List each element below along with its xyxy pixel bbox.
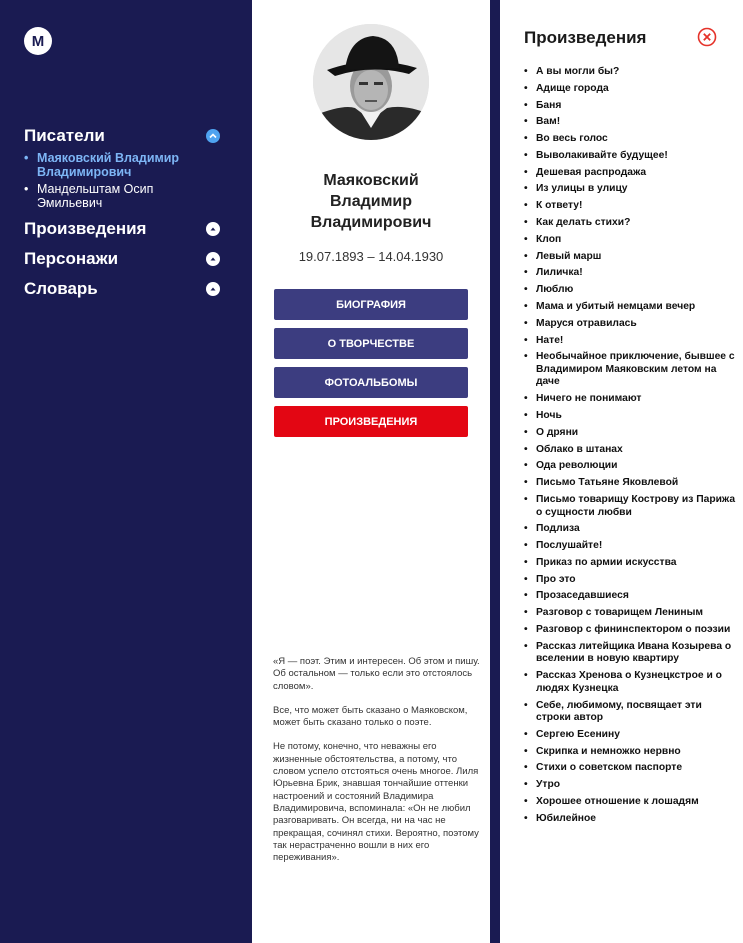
photo-albums-button[interactable]: ФОТОАЛЬБОМЫ [274,367,468,398]
work-item[interactable]: • О дряни [524,427,738,440]
chevron-up-icon[interactable] [206,222,220,236]
work-item[interactable]: • Хорошее отношение к лошадям [524,796,738,809]
work-item[interactable]: • Люблю [524,284,738,297]
work-item[interactable]: • Нате! [524,335,738,348]
works-button[interactable]: ПРОИЗВЕДЕНИЯ [274,406,468,437]
work-item[interactable]: • Левый марш [524,251,738,264]
work-item[interactable]: • Себе, любимому, посвящает эти строки автор [524,700,738,725]
work-item[interactable]: • Ничего не понимают [524,393,738,406]
chevron-up-icon[interactable] [206,252,220,266]
work-item[interactable]: • Разговор с товарищем Лениным [524,607,738,620]
works-list [524,66,738,830]
work-item[interactable]: • Письмо Татьяне Яковлевой [524,477,738,490]
work-item[interactable]: • К ответу! [524,200,738,213]
work-item[interactable]: • Облако в штанах [524,444,738,457]
chevron-up-icon[interactable] [206,282,220,296]
nav-characters-label: Персонажи [24,249,119,268]
work-item[interactable]: • Ночь [524,410,738,423]
sidebar-nav [24,121,220,304]
work-item[interactable]: • Необычайное приключение, бывшее с Владимиром Маяковским летом на даче [524,351,738,389]
nav-characters[interactable] [24,244,220,274]
logo[interactable]: М [24,27,52,55]
work-item[interactable]: • Рассказ литейщика Ивана Козырева о вселении в новую квартиру [524,641,738,666]
writer-mandelstam-link[interactable]: • Мандельштам Осип Эмильевич [24,182,220,210]
author-card [252,0,490,943]
work-item[interactable]: • Адище города [524,83,738,96]
writer-mayakovsky-link[interactable]: • Маяковский Владимир Владимирович [24,151,220,179]
work-item[interactable]: • Утро [524,779,738,792]
sidebar [0,0,252,943]
quote-paragraph: Все, что может быть сказано о Маяковском, может быть сказано только о поэте. [273,704,468,729]
work-item[interactable]: • Лиличка! [524,267,738,280]
nav-writers-label: Писатели [24,126,105,145]
works-panel-title: Произведения [524,28,647,47]
close-icon[interactable] [697,27,717,47]
chevron-up-icon[interactable] [206,129,220,143]
work-item[interactable]: • Стихи о советском паспорте [524,762,738,775]
nav-writers[interactable] [24,121,220,151]
nav-works[interactable] [24,214,220,244]
work-item[interactable]: • Скрипка и немножко нервно [524,746,738,759]
quote-paragraph: «Я — поэт. Этим и интересен. Об этом и пишу. Об остальном — только если это отстоялось словом». [273,656,480,692]
work-item[interactable]: • Из улицы в улицу [524,183,738,196]
work-item[interactable]: • Мама и убитый немцами вечер [524,301,738,314]
nav-dictionary-label: Словарь [24,279,98,298]
writers-list [24,151,220,210]
nav-works-label: Произведения [24,219,147,238]
work-item[interactable]: • Письмо товарищу Кострову из Парижа о сущности любви [524,494,738,519]
creativity-button[interactable]: О ТВОРЧЕСТВЕ [274,328,468,359]
biography-button[interactable]: БИОГРАФИЯ [274,289,468,320]
work-item[interactable]: • Подлиза [524,523,738,536]
author-name: Маяковский Владимир Владимирович [310,172,432,231]
work-item[interactable]: • Сергею Есенину [524,729,738,742]
work-item[interactable]: • Ода революции [524,460,738,473]
work-item[interactable]: • Клоп [524,234,738,247]
author-dates: 19.07.1893 – 14.04.1930 [298,249,444,264]
work-item[interactable]: • Послушайте! [524,540,738,553]
work-item[interactable]: • Баня [524,100,738,113]
quote-paragraph: Не потому, конечно, что неважны его жизненные обстоятельства, а потому, что словом успело отстояться очень многое. Лиля Юрьевна Брик, знавшая тончайшие оттенки настроений и состояний Владимира Владимировича, вспоминала: «Он не любил разговаривать. Он всегда, ни на час не прекращая, сочинял стихи. Вероятно, поэтому так нерастраченно вошли в них его переживания». [273,741,479,864]
work-item[interactable]: • Приказ по армии искусства [524,557,738,570]
work-item[interactable]: • Как делать стихи? [524,217,738,230]
nav-dictionary[interactable] [24,274,220,304]
work-item[interactable]: • Прозаседавшиеся [524,590,738,603]
work-item[interactable]: • Маруся отравилась [524,318,738,331]
work-item[interactable]: • Дешевая распродажа [524,167,738,180]
work-item[interactable]: • Юбилейное [524,813,738,826]
work-item[interactable]: • Про это [524,574,738,587]
work-item[interactable]: • Во весь голос [524,133,738,146]
works-panel [500,0,743,943]
work-item[interactable]: • Вам! [524,116,738,129]
panel-divider [490,0,500,943]
author-quote [273,656,483,876]
work-item[interactable]: • А вы могли бы? [524,66,738,79]
author-portrait [313,24,429,140]
work-item[interactable]: • Разговор с фининспектором о поэзии [524,624,738,637]
work-item[interactable]: • Выволакивайте будущее! [524,150,738,163]
work-item[interactable]: • Рассказ Хренова о Кузнецкстрое и о людях Кузнецка [524,670,738,695]
